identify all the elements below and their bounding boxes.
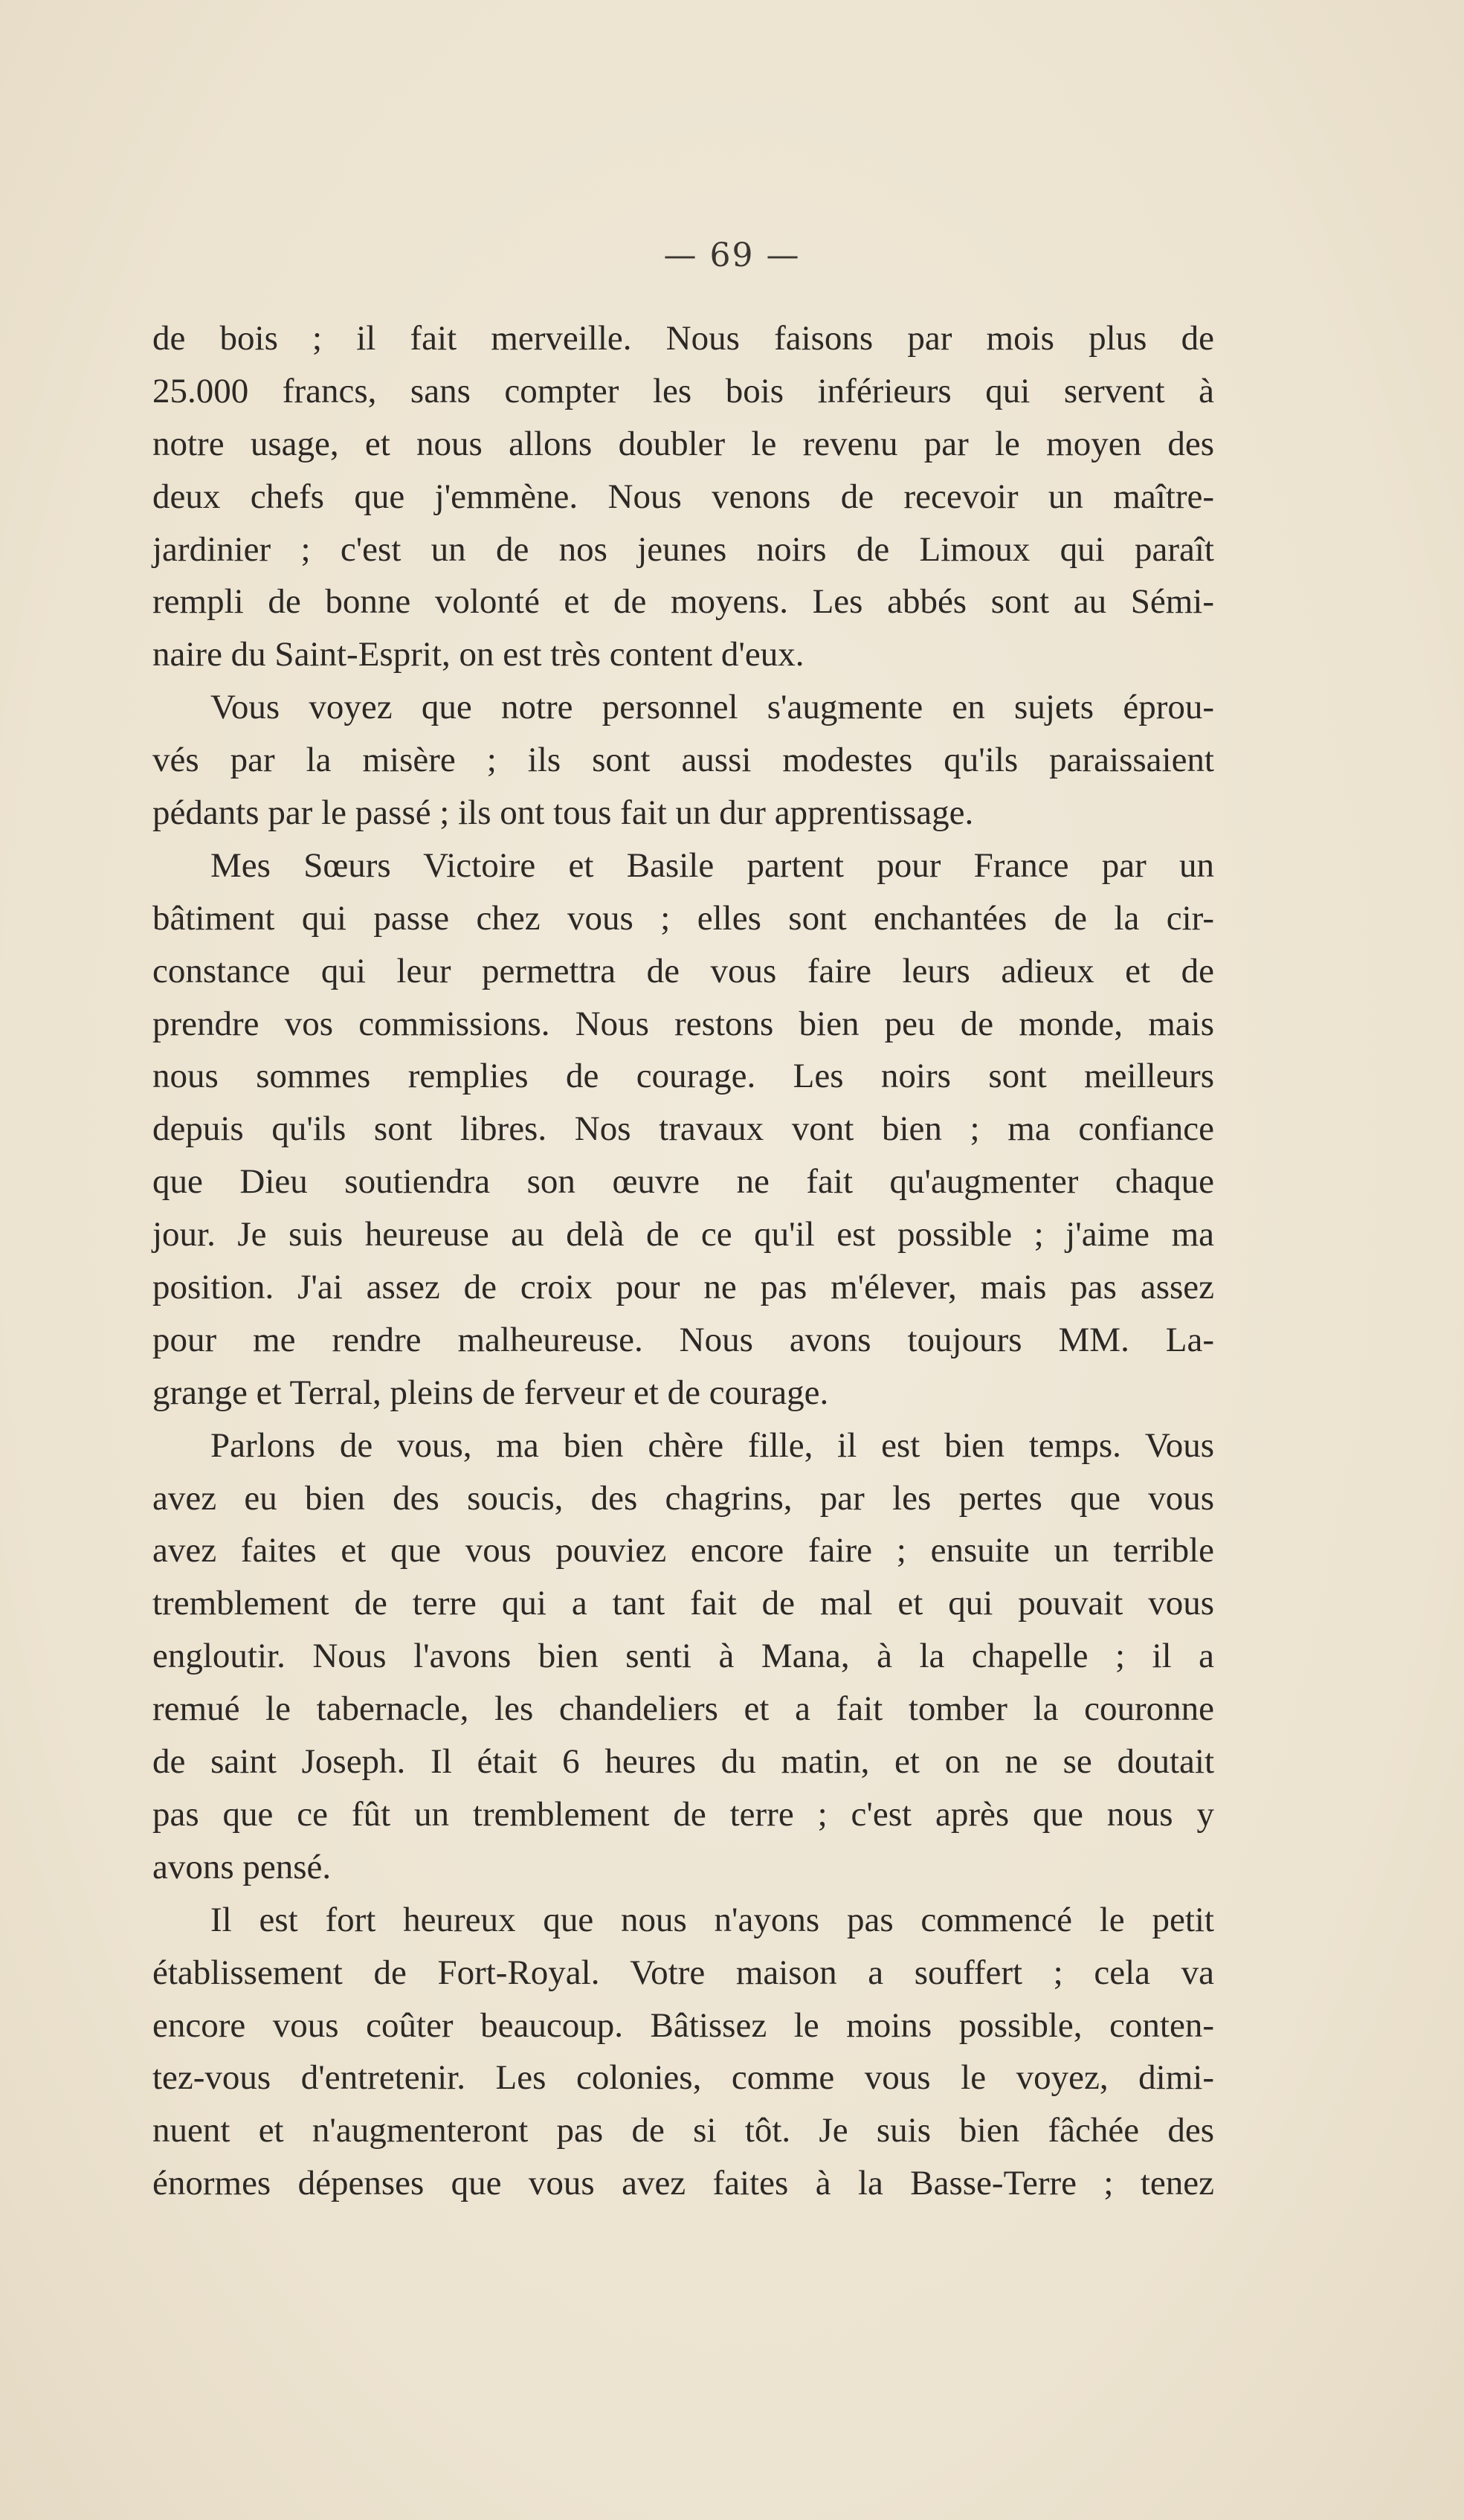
- text-line: engloutir. Nous l'avons bien senti à Mana, à la chapelle ; il a: [152, 1637, 1214, 1676]
- text-line: remué le tabernacle, les chandeliers et a fait tomber la couronne: [152, 1689, 1214, 1729]
- text-line: naire du Saint-Esprit, on est très content d'eux.: [152, 635, 804, 674]
- text-line: établissement de Fort-Royal. Votre maison a souffert ; cela va: [152, 1953, 1214, 1992]
- text-line: nous sommes remplies de courage. Les noirs sont meilleurs: [152, 1057, 1214, 1096]
- text-line: jour. Je suis heureuse au delà de ce qu'il est possible ; j'aime ma: [152, 1215, 1214, 1254]
- text-line: pédants par le passé ; ils ont tous fait un dur apprentissage.: [152, 793, 974, 833]
- text-line: Vous voyez que notre personnel s'augmente en sujets éprou-: [210, 688, 1214, 727]
- text-line: énormes dépenses que vous avez faites à la Basse-Terre ; tenez: [152, 2164, 1214, 2203]
- text-line: vés par la misère ; ils sont aussi modestes qu'ils paraissaient: [152, 741, 1214, 780]
- paragraph: [152, 312, 1214, 681]
- text-line: prendre vos commissions. Nous restons bien peu de monde, mais: [152, 1004, 1214, 1043]
- page-number: — 69 —: [663, 236, 801, 274]
- paragraph: [152, 840, 1214, 1419]
- text-line: Parlons de vous, ma bien chère fille, il est bien temps. Vous: [210, 1425, 1214, 1465]
- text-line: tremblement de terre qui a tant fait de mal et qui pouvait vous: [152, 1584, 1214, 1623]
- text-line: Il est fort heureux que nous n'ayons pas commencé le petit: [210, 1900, 1214, 1939]
- text-line: 25.000 francs, sans compter les bois inférieurs qui servent à: [152, 371, 1214, 410]
- text-line: pour me rendre malheureuse. Nous avons toujours MM. La-: [152, 1320, 1214, 1359]
- text-line: pas que ce fût un tremblement de terre ; c'est après que nous y: [152, 1794, 1214, 1834]
- text-line: jardinier ; c'est un de nos jeunes noirs de Limoux qui paraît: [152, 529, 1214, 569]
- text-line: de bois ; il fait merveille. Nous faisons par mois plus de: [152, 319, 1214, 358]
- paragraph: [152, 1419, 1214, 1894]
- paragraph: [152, 681, 1214, 840]
- text-line: tez-vous d'entretenir. Les colonies, comme vous le voyez, dimi-: [152, 2058, 1214, 2098]
- paragraph: [152, 1894, 1214, 2210]
- text-line: notre usage, et nous allons doubler le revenu par le moyen des: [152, 424, 1214, 463]
- text-line: constance qui leur permettra de vous faire leurs adieux et de: [152, 951, 1214, 990]
- text-line: depuis qu'ils sont libres. Nos travaux vont bien ; ma confiance: [152, 1109, 1214, 1149]
- text-line: deux chefs que j'emmène. Nous venons de recevoir un maître-: [152, 477, 1214, 516]
- text-line: encore vous coûter beaucoup. Bâtissez le moins possible, conten-: [152, 2005, 1214, 2045]
- text-line: avez faites et que vous pouviez encore faire ; ensuite un terrible: [152, 1531, 1214, 1570]
- text-line: avez eu bien des soucis, des chagrins, par les pertes que vous: [152, 1478, 1214, 1518]
- text-line: position. J'ai assez de croix pour ne pas m'élever, mais pas assez: [152, 1268, 1214, 1307]
- text-line: avons pensé.: [152, 1847, 332, 1886]
- text-line: grange et Terral, pleins de ferveur et de courage.: [152, 1373, 829, 1412]
- text-line: Mes Sœurs Victoire et Basile partent pour France par un: [210, 845, 1214, 885]
- body-text: [152, 312, 1214, 2210]
- text-line: de saint Joseph. Il était 6 heures du matin, et on ne se doutait: [152, 1742, 1214, 1782]
- text-line: bâtiment qui passe chez vous ; elles sont enchantées de la cir-: [152, 898, 1214, 938]
- text-line: que Dieu soutiendra son œuvre ne fait qu'augmenter chaque: [152, 1162, 1214, 1202]
- text-line: nuent et n'augmenteront pas de si tôt. Je suis bien fâchée des: [152, 2111, 1214, 2150]
- text-line: rempli de bonne volonté et de moyens. Les abbés sont au Sémi-: [152, 582, 1214, 622]
